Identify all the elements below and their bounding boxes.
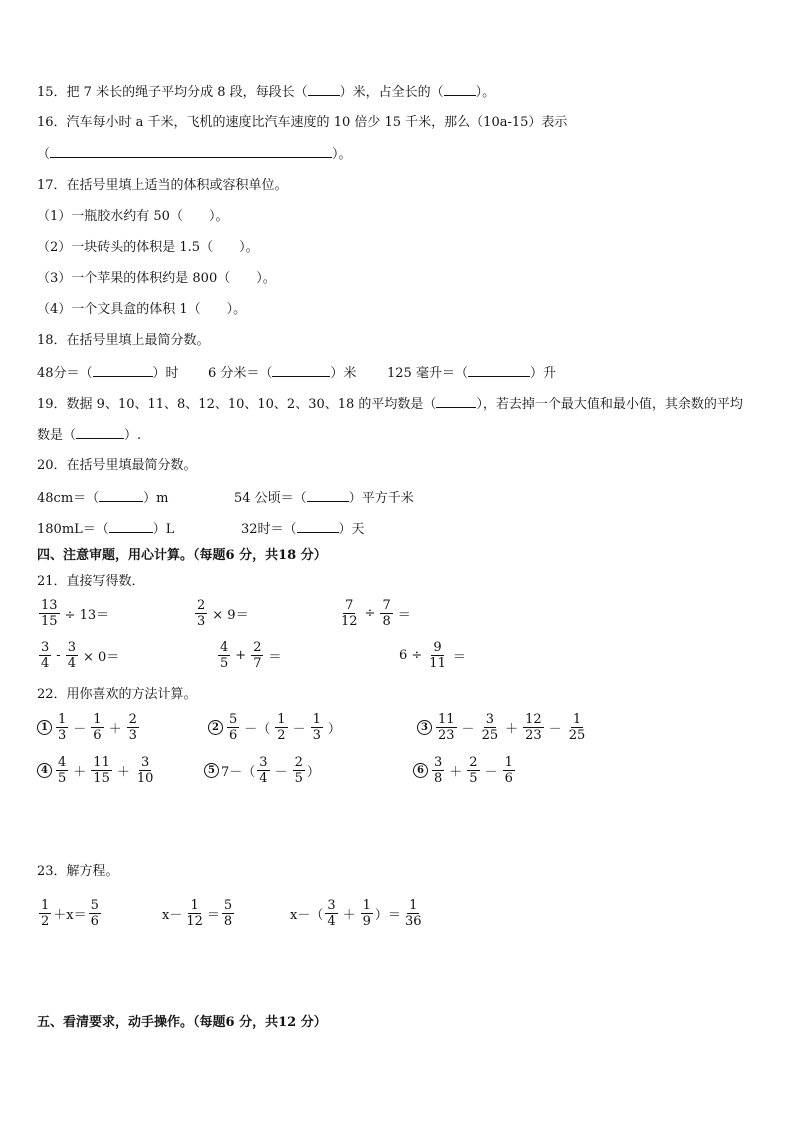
answer-blank[interactable] — [109, 520, 153, 533]
question-18-a: 48分＝（ ）时 — [37, 366, 179, 381]
question-18-title: 18．在括号里填上最简分数。 — [37, 333, 210, 348]
answer-blank[interactable] — [436, 395, 476, 408]
answer-blank[interactable] — [93, 364, 153, 377]
q21-expr-5: $\frac{4}{5}$ + $\frac{2}{7}$ ＝ — [220, 640, 282, 671]
answer-blank[interactable] — [468, 364, 530, 377]
fraction: $\frac{7}{8}$ — [382, 598, 391, 629]
q23-equation-3: x－（ $\frac{3}{4}$ ＋ $\frac{1}{9}$ ）＝ $\frac{1}{36}$ — [290, 898, 422, 929]
q21-expr-3: $\frac{7}{12}$ ÷ $\frac{7}{8}$ ＝ — [341, 598, 411, 629]
fraction: $\frac{3}{4}$ — [67, 640, 76, 671]
question-21-title: 21．直接写得数． — [37, 574, 145, 589]
circled-number: 2 — [208, 720, 223, 735]
q22-problem-6: 6 $\frac{3}{8}$ ＋ $\frac{2}{5}$ － $\frac{1}{6}$ — [413, 755, 517, 786]
circled-number: 6 — [413, 763, 428, 778]
question-19-line2: 数是（ ）. — [37, 428, 142, 443]
question-20-d: 32时＝（ ）天 — [241, 522, 365, 537]
answer-blank[interactable] — [297, 520, 339, 533]
q21-expr-4: $\frac{3}{4}$ - $\frac{3}{4}$ × 0＝ — [41, 640, 120, 671]
question-19: 19．数据 9、10、11、8、12、10、10、2、30、18 的平均数是（ ），若去掉一个最大值和最小值，其余数的平均 — [37, 397, 743, 412]
question-16-answer-line: （ ）。 — [37, 147, 352, 162]
fraction: $\frac{9}{11}$ — [429, 640, 446, 671]
q22-problem-1: 1 $\frac{1}{3}$ － $\frac{1}{6}$ ＋ $\frac{2}{3}$ — [37, 712, 141, 743]
fraction: $\frac{2}{3}$ — [197, 598, 206, 629]
question-23-title: 23．解方程。 — [37, 864, 119, 879]
fraction: $\frac{2}{7}$ — [253, 640, 262, 671]
question-20-a: 48cm＝（ ）m — [37, 491, 169, 506]
circled-number: 5 — [204, 763, 219, 778]
question-15: 15．把 7 米长的绳子平均分成 8 段，每段长（ ）米，占全长的（ ）。 — [37, 85, 496, 100]
circled-number: 1 — [37, 720, 52, 735]
q22-problem-3: 3 $\frac{11}{23}$ － $\frac{3}{25}$ ＋ $\frac{12}{23}$ － $\frac{1}{25}$ — [417, 712, 589, 743]
question-20-c: 180mL＝（ ）L — [37, 522, 175, 537]
q23-equation-1: $\frac{1}{2}$ ＋x＝ $\frac{5}{6}$ — [41, 898, 99, 929]
circled-number: 3 — [417, 720, 432, 735]
answer-blank[interactable] — [76, 426, 124, 439]
question-18-b: 6 分米＝（ ）米 — [208, 366, 357, 381]
answer-blank[interactable] — [308, 83, 340, 96]
question-17-item: （2）一块砖头的体积是 1.5（ ）。 — [37, 240, 259, 255]
question-22-title: 22．用你喜欢的方法计算。 — [37, 687, 197, 702]
question-16: 16．汽车每小时 a 千米，飞机的速度比汽车速度的 10 倍少 15 千米，那么（10a-15）表示 — [37, 115, 568, 130]
q21-expr-2: $\frac{2}{3}$ × 9＝ — [197, 598, 249, 629]
answer-blank[interactable] — [272, 364, 330, 377]
answer-blank[interactable] — [99, 489, 143, 502]
answer-blank[interactable] — [444, 83, 476, 96]
q23-equation-2: x－ $\frac{1}{12}$ ＝ $\frac{5}{8}$ — [162, 898, 233, 929]
question-20-title: 20．在括号里填最简分数。 — [37, 458, 197, 473]
answer-blank[interactable] — [307, 489, 349, 502]
q22-problem-5: 5 7－（ $\frac{3}{4}$ － $\frac{2}{5}$ ） — [204, 755, 320, 786]
fraction: $\frac{3}{4}$ — [41, 640, 50, 671]
q21-expr-6: 6 ÷ $\frac{9}{11}$ ＝ — [399, 640, 466, 671]
section-4-heading: 四、注意审题，用心计算。（每题6 分，共18 分） — [37, 548, 327, 563]
question-17-item: （3）一个苹果的体积约是 800（ ）。 — [37, 271, 276, 286]
question-17-title: 17．在括号里填上适当的体积或容积单位。 — [37, 178, 288, 193]
fraction: $\frac{4}{5}$ — [220, 640, 229, 671]
q22-problem-2: 2 $\frac{5}{6}$ －（ $\frac{1}{2}$ － $\frac{1}{3}$ ） — [208, 712, 344, 743]
q22-problem-4: 4 $\frac{4}{5}$ ＋ $\frac{11}{15}$ ＋ $\frac{3}{10}$ — [37, 755, 157, 786]
question-18-c: 125 毫升＝（ ）升 — [387, 366, 556, 381]
question-17-item: （4）一个文具盒的体积 1（ ）。 — [37, 302, 247, 317]
fraction: $\frac{7}{12}$ — [341, 598, 358, 629]
answer-blank[interactable] — [50, 145, 332, 158]
question-20-b: 54 公顷＝（ ）平方千米 — [234, 491, 414, 506]
question-17-item: （1）一瓶胶水约有 50（ ）。 — [37, 209, 229, 224]
fraction: $\frac{13}{15}$ — [41, 598, 58, 629]
section-5-heading: 五、看清要求，动手操作。（每题6 分，共12 分） — [37, 1015, 327, 1030]
q21-expr-1: $\frac{13}{15}$ ÷ 13＝ — [41, 598, 110, 629]
circled-number: 4 — [37, 763, 52, 778]
